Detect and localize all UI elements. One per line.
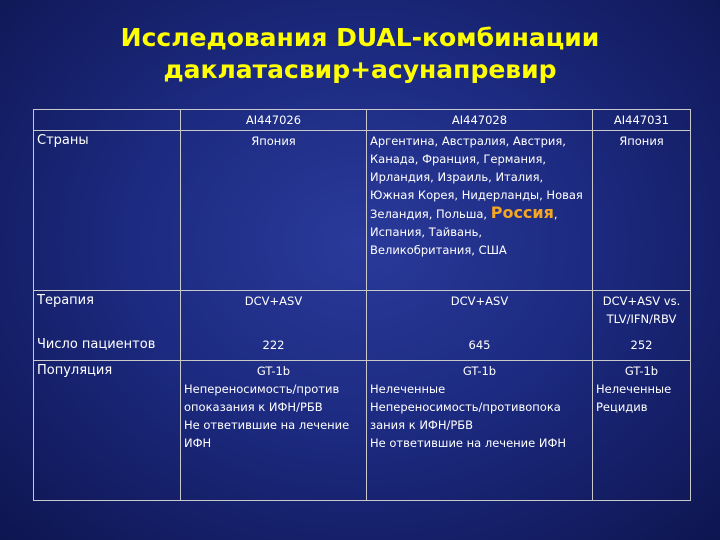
pop-028-item-3: Не ответившие на лечение ИФН [370,436,567,450]
slide-title [0,22,720,86]
pop-026-item-1: Непереносимость/против опоказания к ИФН/РБВ [184,382,340,414]
russia-highlight: Россия [490,203,554,222]
therapy-patients-ai447026 [181,291,367,361]
pop-031-item-1: Нелеченные [596,382,672,396]
countries-row [34,131,691,291]
population-ai447026 [181,361,367,501]
countries-list-part1: Аргентина, Австралия, Австрия, Канада, Франция, Германия, Ирландия, Израиль, Италия, Южная Корея, Нидерланды, Новая Зеландия, Польша, [370,134,583,221]
studies-table [33,109,691,501]
header-ai447026: AI447026 [181,110,367,131]
title-line-2: даклатасвир+асунапревир [163,55,557,84]
header-ai447031: AI447031 [593,110,691,131]
population-ai447031 [593,361,691,501]
therapy-patients-ai447031 [593,291,691,361]
therapy-label: Терапия [37,293,94,308]
population-ai447028 [367,361,593,501]
countries-ai447028 [367,131,593,291]
therapy-ai447028: DCV+ASV [450,294,509,308]
header-row [34,110,691,131]
header-empty-cell [34,110,181,131]
pop-026-item-2: Не ответившие на лечение ИФН [184,418,350,450]
therapy-patients-labels [34,291,181,361]
therapy-patients-ai447028 [367,291,593,361]
pop-031-item-2: Рецидив [596,400,648,414]
pop-028-item-1: Нелеченные [370,382,446,396]
patients-ai447031: 252 [630,338,653,352]
header-ai447028: AI447028 [367,110,593,131]
patients-label: Число пациентов [37,337,156,352]
population-label: Популяция [34,361,181,501]
countries-ai447031: Япония [593,131,691,291]
countries-list-part2: , Испания, Тайвань, Великобритания, США [370,207,558,257]
patients-ai447026: 222 [262,338,285,352]
pop-031-genotype: GT-1b [624,364,659,378]
patients-ai447028: 645 [468,338,491,352]
pop-028-item-2: Непереносимость/противопока зания к ИФН/РБВ [370,400,561,432]
population-row [34,361,691,501]
countries-ai447026: Япония [181,131,367,291]
therapy-patients-row [34,291,691,361]
countries-label: Страны [34,131,181,291]
title-line-1: Исследования DUAL-комбинации [120,23,600,52]
pop-026-genotype: GT-1b [256,364,291,378]
pop-028-genotype: GT-1b [462,364,497,378]
therapy-ai447026: DCV+ASV [244,294,303,308]
therapy-ai447031: DCV+ASV vs. TLV/IFN/RBV [602,294,681,326]
